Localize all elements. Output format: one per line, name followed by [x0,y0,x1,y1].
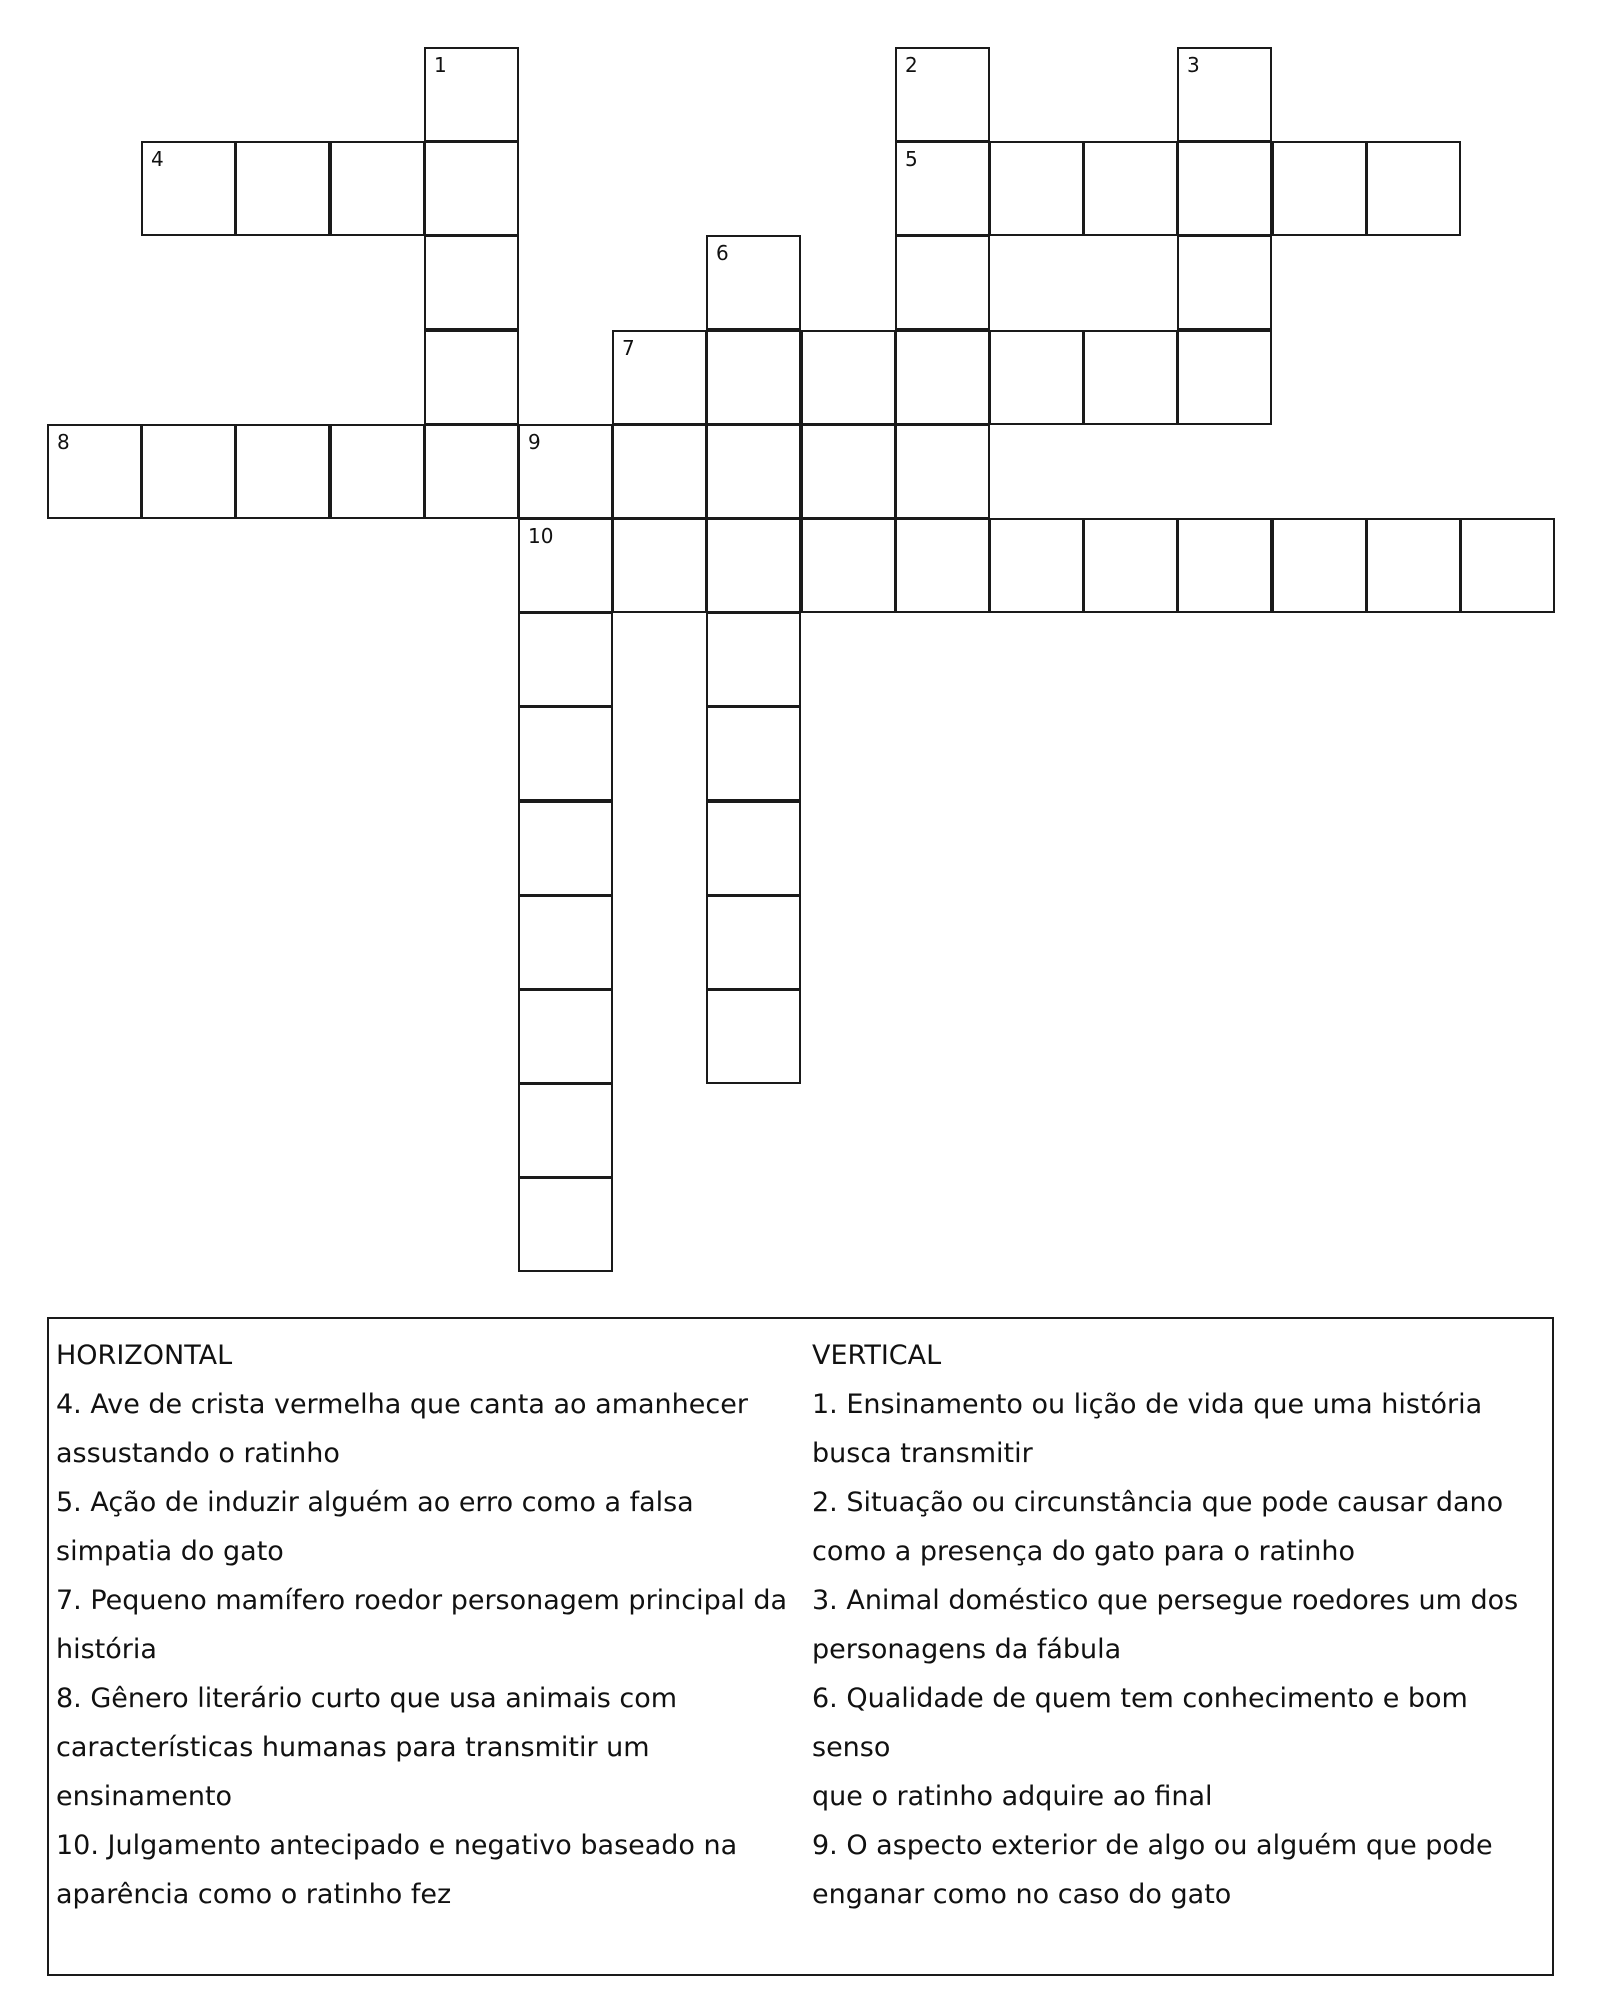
crossword-cell[interactable] [706,424,801,519]
crossword-cell[interactable] [47,424,142,519]
crossword-cell[interactable] [801,330,896,425]
crossword-cell[interactable] [518,801,613,896]
crossword-cell[interactable] [518,1177,613,1272]
crossword-cell[interactable] [895,141,990,236]
vertical-clue-line: que o ratinho adquire ao final [812,1781,1213,1812]
vertical-heading: VERTICAL [812,1340,942,1371]
crossword-cell[interactable] [1177,47,1272,142]
vertical-clue-line: personagens da fábula [812,1634,1122,1665]
clue-number: 3 [1187,53,1200,77]
crossword-cell[interactable] [141,424,236,519]
crossword-cell[interactable] [895,518,990,613]
horizontal-clue-line: 4. Ave de crista vermelha que canta ao amanhecer [56,1389,748,1420]
crossword-cell[interactable] [706,330,801,425]
crossword-cell[interactable] [895,330,990,425]
crossword-cell[interactable] [518,706,613,801]
vertical-clues [812,1331,1552,1919]
crossword-cell[interactable] [518,895,613,990]
crossword-cell[interactable] [989,141,1084,236]
clue-number: 2 [905,53,918,77]
crossword-cell[interactable] [801,424,896,519]
vertical-clue-line: 1. Ensinamento ou lição de vida que uma história [812,1389,1483,1420]
vertical-clue-line: como a presença do gato para o ratinho [812,1536,1356,1567]
crossword-cell[interactable] [989,330,1084,425]
vertical-clue-line: 9. O aspecto exterior de algo ou alguém que pode [812,1830,1493,1861]
horizontal-clue-line: simpatia do gato [56,1536,284,1567]
crossword-cell[interactable] [330,424,425,519]
horizontal-clue-line: 7. Pequeno mamífero roedor personagem principal da [56,1585,788,1616]
crossword-cell[interactable] [1272,518,1367,613]
crossword-cell[interactable] [424,330,519,425]
horizontal-heading: HORIZONTAL [56,1340,233,1371]
crossword-cell[interactable] [1177,141,1272,236]
horizontal-clue-line: história [56,1634,157,1665]
vertical-clue-line: 2. Situação ou circunstância que pode causar dano [812,1487,1504,1518]
crossword-cell[interactable] [424,424,519,519]
clue-number: 8 [57,430,70,454]
crossword-cell[interactable] [518,1083,613,1178]
crossword-cell[interactable] [989,518,1084,613]
clue-number: 1 [434,53,447,77]
crossword-cell[interactable] [1177,330,1272,425]
crossword-cell[interactable] [706,895,801,990]
crossword-cell[interactable] [518,424,613,519]
clue-number: 6 [716,241,729,265]
crossword-cell[interactable] [612,330,707,425]
crossword-cell[interactable] [1272,141,1367,236]
horizontal-clue-line: ensinamento [56,1781,233,1812]
crossword-cell[interactable] [612,424,707,519]
crossword-cell[interactable] [1177,518,1272,613]
crossword-cell[interactable] [706,235,801,330]
crossword-cell[interactable] [1177,235,1272,330]
horizontal-clue-line: 5. Ação de induzir alguém ao erro como a falsa [56,1487,694,1518]
crossword-cell[interactable] [612,518,707,613]
horizontal-clue-line: aparência como o ratinho fez [56,1879,452,1910]
clue-number: 10 [528,524,554,548]
crossword-cell[interactable] [706,518,801,613]
horizontal-clue-line: características humanas para transmitir um [56,1732,650,1763]
clue-number: 5 [905,147,918,171]
crossword-cell[interactable] [801,518,896,613]
crossword-cell[interactable] [424,47,519,142]
crossword-cell[interactable] [518,989,613,1084]
clues-box [47,1317,1554,1976]
crossword-cell[interactable] [1083,141,1178,236]
crossword-cell[interactable] [424,235,519,330]
crossword-cell[interactable] [1366,141,1461,236]
clue-number: 7 [622,336,635,360]
crossword-cell[interactable] [518,612,613,707]
crossword-cell[interactable] [706,989,801,1084]
crossword-cell[interactable] [235,424,330,519]
horizontal-clue-line: 8. Gênero literário curto que usa animais com [56,1683,678,1714]
crossword-cell[interactable] [518,518,613,613]
crossword-cell[interactable] [895,235,990,330]
crossword-cell[interactable] [1083,518,1178,613]
clue-number: 9 [528,430,541,454]
crossword-cell[interactable] [141,141,236,236]
crossword-cell[interactable] [330,141,425,236]
horizontal-clue-line: 10. Julgamento antecipado e negativo baseado na [56,1830,738,1861]
crossword-cell[interactable] [895,424,990,519]
vertical-clue-line: enganar como no caso do gato [812,1879,1232,1910]
clue-number: 4 [151,147,164,171]
horizontal-clue-line: assustando o ratinho [56,1438,340,1469]
crossword-cell[interactable] [706,612,801,707]
vertical-clue-line: 6. Qualidade de quem tem conhecimento e bom senso [812,1683,1468,1763]
crossword-cell[interactable] [1083,330,1178,425]
crossword-cell[interactable] [895,47,990,142]
vertical-clue-line: busca transmitir [812,1438,1033,1469]
crossword-cell[interactable] [424,141,519,236]
crossword-cell[interactable] [1366,518,1461,613]
crossword-cell[interactable] [706,801,801,896]
vertical-clue-line: 3. Animal doméstico que persegue roedores um dos [812,1585,1519,1616]
crossword-cell[interactable] [1460,518,1555,613]
horizontal-clues [56,1331,806,1919]
crossword-cell[interactable] [706,706,801,801]
crossword-cell[interactable] [235,141,330,236]
